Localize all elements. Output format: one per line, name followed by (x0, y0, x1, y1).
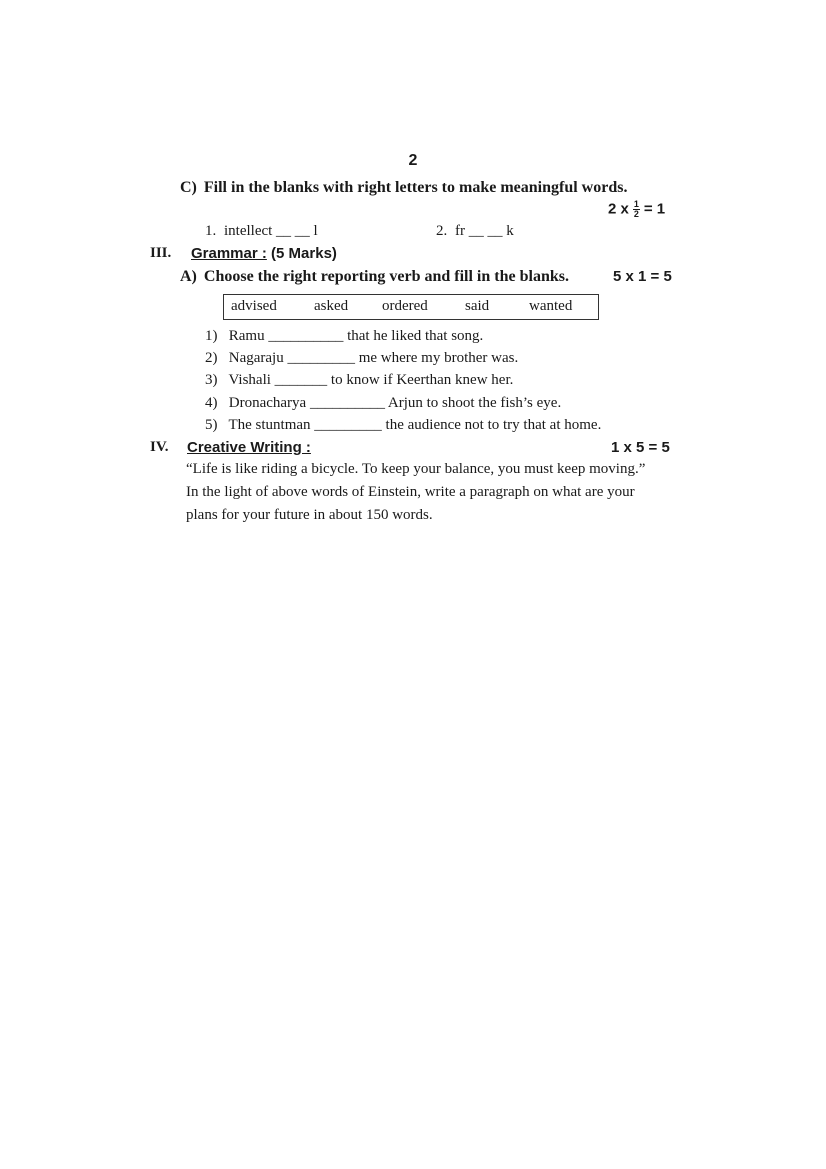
section-c-marks (608, 200, 665, 219)
item-text: fr __ __ k (455, 223, 514, 239)
question-item (205, 350, 518, 367)
item-number: 1. (205, 223, 217, 239)
question-number: 3) (205, 372, 218, 388)
question-number: 5) (205, 417, 218, 433)
section-iii-numeral: III. (150, 245, 172, 261)
section-iii-heading (191, 245, 337, 262)
question-item (205, 372, 513, 389)
section-c-heading (180, 179, 627, 197)
item-text: intellect __ __ l (224, 223, 318, 239)
section-iv-numeral: IV. (150, 439, 169, 455)
part-a-heading (180, 268, 569, 286)
word-box-item: advised (231, 298, 277, 314)
question-number: 2) (205, 350, 218, 366)
section-iii-subtitle: (5 Marks) (271, 245, 337, 262)
section-iv-marks: 1 x 5 = 5 (611, 439, 670, 456)
question-text: Vishali _______ to know if Keerthan knew her. (228, 372, 514, 388)
prompt-line: plans for your future in about 150 words. (186, 507, 433, 523)
half-fraction: $\frac{1}{2}$ (633, 199, 639, 219)
part-a-label: A) (180, 268, 197, 285)
page-number: 2 (408, 152, 418, 169)
question-text: Nagaraju _________ me where my brother was. (228, 350, 519, 366)
section-c-item (205, 223, 318, 240)
prompt-line: In the light of above words of Einstein, write a paragraph on what are your (186, 484, 635, 500)
question-item (205, 417, 601, 434)
section-c-marks-suffix: = 1 (643, 200, 666, 218)
word-box-item: ordered (382, 298, 428, 314)
question-number: 4) (205, 395, 218, 411)
section-iv-title: Creative Writing : (187, 439, 311, 456)
word-box-item: said (465, 298, 490, 314)
section-iii-title: Grammar : (191, 245, 267, 262)
word-box (223, 294, 599, 320)
part-a-marks: 5 x 1 = 5 (613, 268, 672, 285)
part-a-instruction: Choose the right reporting verb and fill in the blanks. (203, 268, 569, 285)
question-text: Ramu __________ that he liked that song. (228, 328, 484, 344)
section-c-instruction: Fill in the blanks with right letters to make meaningful words. (203, 179, 628, 196)
prompt-line: “Life is like riding a bicycle. To keep your balance, you must keep moving.” (186, 461, 646, 477)
section-c-marks-prefix: 2 x (608, 200, 629, 218)
section-c-label: C) (180, 179, 197, 196)
question-text: The stuntman _________ the audience not to try that at home. (228, 417, 602, 433)
item-number: 2. (436, 223, 448, 239)
question-number: 1) (205, 328, 218, 344)
question-item (205, 395, 561, 412)
question-text: Dronacharya __________ Arjun to shoot the fish’s eye. (228, 395, 562, 411)
question-item (205, 328, 483, 345)
word-box-item: wanted (529, 298, 573, 314)
section-c-item (436, 223, 514, 240)
word-box-item: asked (314, 298, 349, 314)
